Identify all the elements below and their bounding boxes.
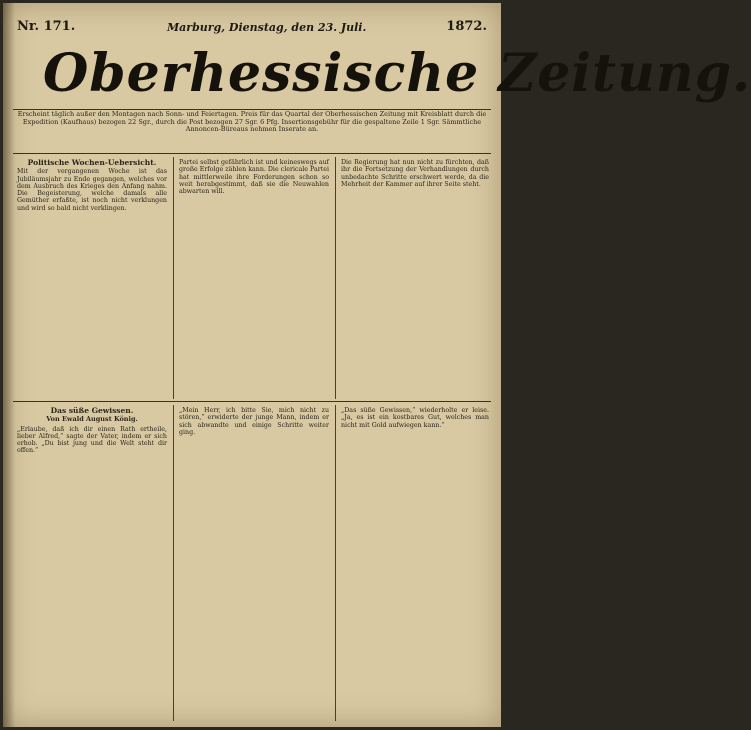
column-1 bbox=[17, 159, 167, 397]
feuilleton-title: Das süße Gewissen. bbox=[50, 406, 134, 415]
article-title-politics: Politische Wochen-Uebersicht. bbox=[27, 158, 157, 167]
column-2 bbox=[179, 159, 329, 397]
feuilleton-text: „Erlaube, daß ich dir einen Rath ertheile, lieber Alfred,“ sagte der Vater, indem er sich erhob. „Du bist jung und die Welt steht dir offen.“ bbox=[17, 425, 167, 455]
rule-subline bbox=[13, 153, 491, 154]
article-text-politics: Mit der vergangenen Woche ist das Jubiläumsjahr zu Ende gegangen, welches vor dem Ausbruch des Krieges den Anfang nahm. Die Begeisterung, welche damals alle Gemüther erfaßte, ist noch nicht verklungen und wird so bald nicht verklingen. bbox=[17, 168, 167, 212]
place-date: Marburg, Dienstag, den 23. Juli. bbox=[167, 21, 367, 34]
feuilleton-column-2 bbox=[179, 407, 329, 719]
page-fold-shadow bbox=[3, 3, 15, 727]
column-divider-1 bbox=[173, 157, 174, 399]
masthead: Oberhessische Zeitung. bbox=[43, 43, 751, 104]
feuilleton-text-col2: „Mein Herr, ich bitte Sie, mich nicht zu stören,“ erwiderte der junge Mann, indem er sich abwandte und einige Schritte weiter ging. bbox=[179, 407, 329, 436]
feuilleton-text-col3: „Das süße Gewissen,“ wiederholte er leise. „Ja, es ist ein kostbares Gut, welches man nicht mit Gold aufwiegen kann.“ bbox=[341, 407, 489, 429]
rule-feuilleton bbox=[13, 401, 491, 402]
column-divider-2 bbox=[335, 157, 336, 399]
article-text-col3: Die Regierung hat nun nicht zu fürchten, daß ihr die Fortsetzung der Verhandlungen durch unbedachte Schritte erschwert werde, da die Mehrheit der Kammer auf ihrer Seite steht. bbox=[341, 159, 489, 188]
column-divider-4 bbox=[335, 405, 336, 721]
feuilleton-subtitle: Von Ewald August König. bbox=[46, 415, 138, 424]
column-divider-3 bbox=[173, 405, 174, 721]
issue-year: 1872. bbox=[446, 19, 487, 34]
issue-number: Nr. 171. bbox=[17, 19, 76, 34]
article-text-col2: Partei selbst gefährlich ist und keineswegs auf große Erfolge zählen kann. Die clericale Partei hat mittlerweile ihre Forderungen schon so weit herabgestimmt, daß sie die Neuwahlen abwarten will. bbox=[179, 159, 329, 196]
issue-header bbox=[17, 19, 487, 37]
feuilleton-column-1 bbox=[17, 407, 167, 719]
subscription-notice: Erscheint täglich außer den Montagen nach Sonn- und Feiertagen. Preis für das Quartal der Oberhessischen Zeitung mit Kreisblatt durch die Expedition (Kaufhaus) bezogen 22 Sgr., durch die Post bezogen 27 Sgr. 6 Pfg. Insertionsgebühr für die gespaltene Zeile 1 Sgr. Sämmtliche Annoncen-Büreaus nehmen Inserate an. bbox=[17, 110, 487, 133]
newspaper-page bbox=[3, 3, 751, 727]
feuilleton-column-3 bbox=[341, 407, 489, 719]
column-3 bbox=[341, 159, 489, 397]
